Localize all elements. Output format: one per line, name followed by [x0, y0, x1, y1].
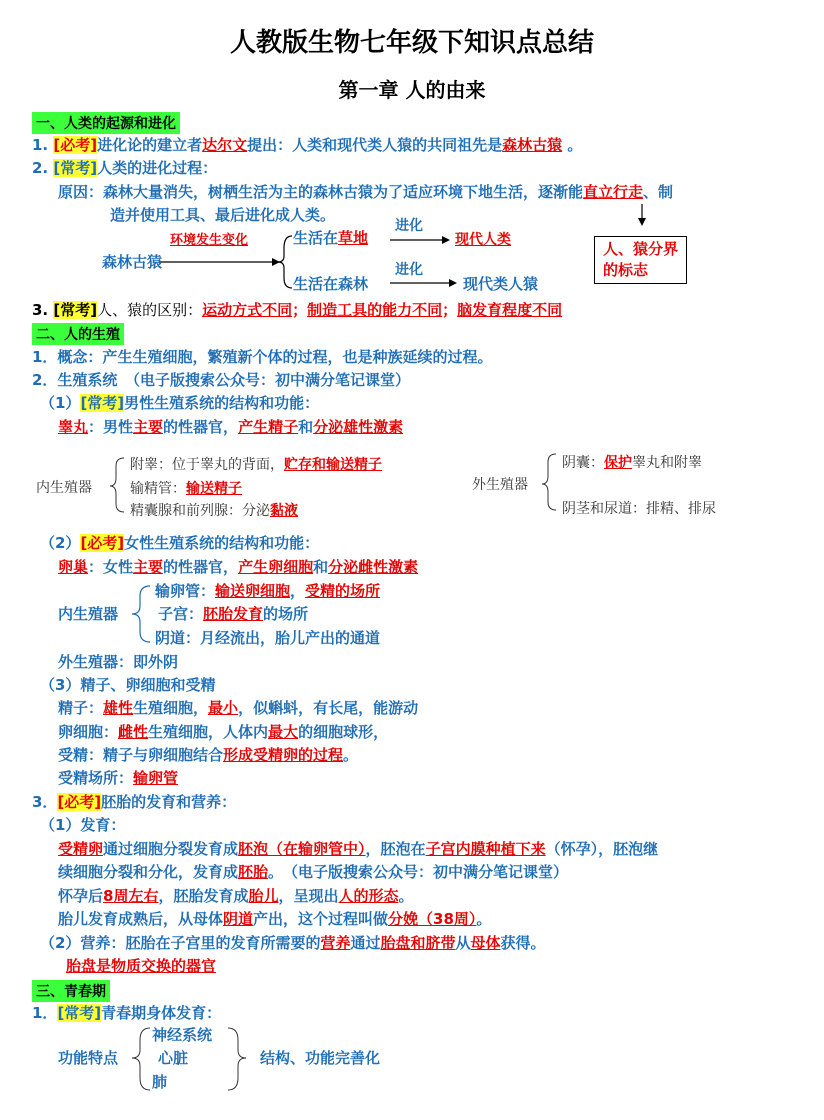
evo-modern-apes: 现代类人猿	[463, 275, 539, 293]
text-line: 睾丸：男性主要的性器官，产生精子和分泌雄性激素	[58, 418, 404, 436]
male-outer-item: 阴茎和尿道：排精、排尿	[562, 501, 716, 517]
text-line: 卵细胞：雌性生殖细胞，人体内最大的细胞球形，	[58, 723, 389, 741]
exam-tag: [常考]	[53, 301, 98, 319]
evo-environment-label: 环境发生变化	[170, 233, 249, 248]
male-outer-label: 外生殖器	[472, 477, 528, 493]
text-line: 2. [常考]人类的进化过程：	[32, 159, 218, 177]
text-line: 外生殖器：即外阴	[58, 653, 179, 671]
male-inner-item: 输精管：输送精子	[130, 481, 242, 497]
chapter-heading: 第一章 人的由来	[338, 78, 486, 102]
text-line: 胎儿发育成熟后，从母体阴道产出，这个过程叫做分娩（38周）。	[58, 910, 492, 928]
text-line: 1．[常考]青春期身体发育：	[32, 1004, 222, 1022]
evo-label: 进化	[395, 218, 423, 234]
male-inner-label: 内生殖器	[36, 480, 92, 496]
puberty-item: 肺	[152, 1073, 168, 1091]
text-line: （1）[常考]男性生殖系统的结构和功能：	[40, 394, 320, 412]
section-heading-2: 二、人的生殖	[32, 323, 124, 345]
text-line: 胎盘是物质交换的器官	[66, 957, 217, 975]
text-line: 怀孕后8周左右，胚胎发育成胎儿，呈现出人的形态。	[58, 887, 414, 905]
text-line: 原因：森林大量消失，树栖生活为主的森林古猿为了适应环境下地生活，逐渐能直立行走、制	[58, 183, 674, 201]
puberty-label: 功能特点	[58, 1049, 119, 1067]
puberty-item: 神经系统	[152, 1026, 213, 1044]
text-line: 3. [常考]人、猿的区别：运动方式不同；制造工具的能力不同；脑发育程度不同	[32, 301, 563, 319]
section-heading-3: 三、青春期	[32, 980, 110, 1002]
text-line: （2）营养：胚胎在子宫里的发育所需要的营养通过胎盘和脐带从母体获得。	[40, 934, 546, 952]
text-line: 1．概念：产生生殖细胞，繁殖新个体的过程，也是种族延续的过程。	[32, 348, 493, 366]
evo-label: 进化	[395, 262, 423, 278]
female-inner-item: 阴道：月经流出，胎儿产出的通道	[155, 629, 381, 647]
puberty-result: 结构、功能完善化	[260, 1049, 381, 1067]
text-line: 3．[必考]胚胎的发育和营养：	[32, 793, 237, 811]
puberty-item: 心脏	[158, 1049, 189, 1067]
text-line: 2．生殖系统 （电子版搜索公众号：初中满分笔记课堂）	[32, 371, 410, 389]
text-line: （2）[必考]女性生殖系统的结构和功能：	[40, 534, 320, 552]
text-line: 续细胞分裂和分化，发育成胚胎。 （电子版搜索公众号：初中满分笔记课堂）	[58, 863, 569, 881]
male-outer-item: 阴囊：保护睾丸和附睾	[562, 455, 702, 471]
text-line: 1. [必考]进化论的建立者达尔文提出：人类和现代类人猿的共同祖先是森林古猿 。	[32, 136, 583, 154]
male-inner-item: 附睾：位于睾丸的背面，贮存和输送精子	[130, 457, 382, 473]
exam-tag: [必考]	[53, 136, 98, 154]
boundary-box: 人、猿分界 的标志	[594, 236, 687, 284]
exam-tag: [常考]	[57, 1004, 102, 1022]
document-title: 人教版生物七年级下知识点总结	[229, 28, 594, 58]
text-line: （3）精子、卵细胞和受精	[40, 676, 216, 694]
female-inner-label: 内生殖器	[58, 605, 119, 623]
exam-tag: [常考]	[80, 394, 125, 412]
text-line: 受精场所：输卵管	[58, 769, 179, 787]
female-inner-item: 输卵管：输送卵细胞，受精的场所	[155, 582, 381, 600]
exam-tag: [必考]	[80, 534, 125, 552]
text-line: （1）发育：	[40, 816, 126, 834]
section-heading-1: 一、人类的起源和进化	[32, 112, 180, 134]
male-inner-item: 精囊腺和前列腺：分泌黏液	[130, 503, 298, 519]
text-line: 受精卵通过细胞分裂发育成胚泡（在输卵管中），胚泡在子宫内膜种植下来（怀孕），胚泡继	[58, 840, 659, 858]
text-line: 受精：精子与卵细胞结合形成受精卵的过程。	[58, 746, 359, 764]
evo-forest: 生活在森林	[293, 275, 369, 293]
text-line: 造并使用工具、最后进化成人类。	[110, 206, 336, 224]
female-inner-item: 子宫：胚胎发育的场所	[158, 605, 309, 623]
evo-forest-ape: 森林古猿	[102, 253, 163, 271]
text-line: 精子：雄性生殖细胞，最小，似蝌蚪，有长尾，能游动	[58, 699, 419, 717]
evo-grassland: 生活在草地	[293, 229, 369, 247]
evo-modern-humans: 现代人类	[455, 232, 511, 248]
exam-tag: [常考]	[53, 159, 98, 177]
exam-tag: [必考]	[57, 793, 102, 811]
text-line: 卵巢：女性主要的性器官，产生卵细胞和分泌雌性激素	[58, 558, 419, 576]
